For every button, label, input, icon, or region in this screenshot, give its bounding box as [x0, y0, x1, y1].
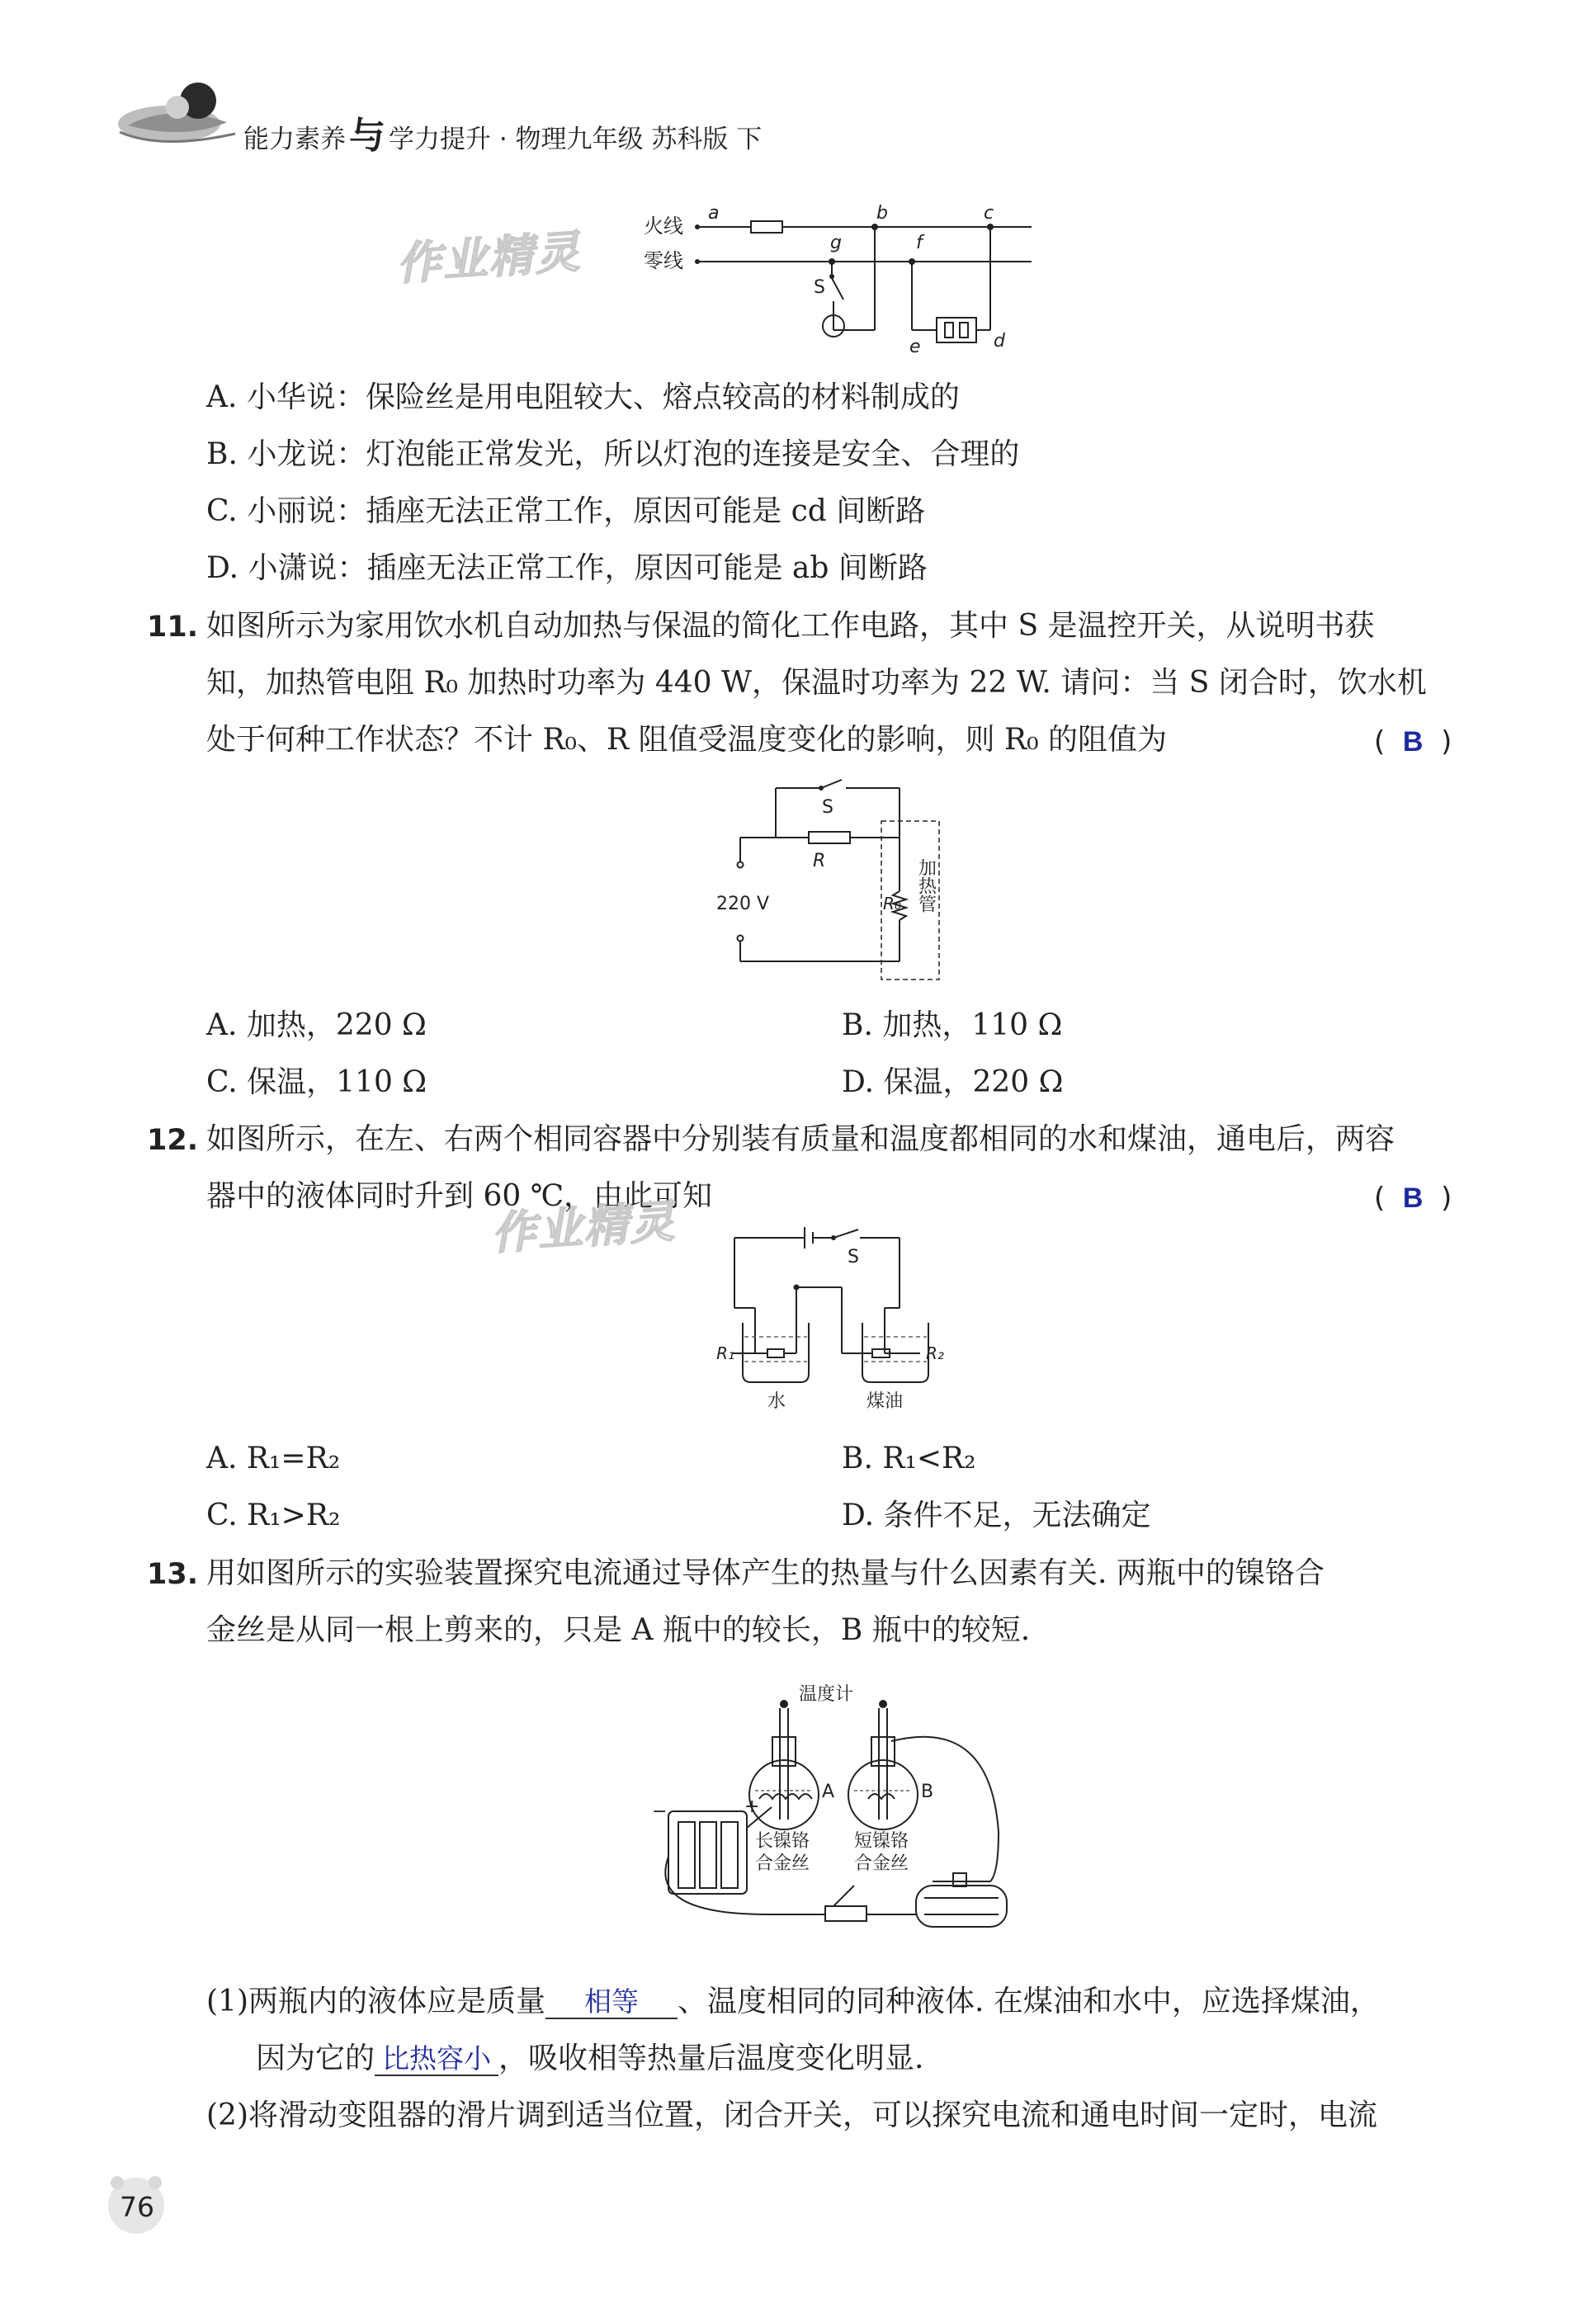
q13-blank-1 [545, 1986, 678, 2019]
q11-option-c: C. 保温，110 Ω [206, 1065, 427, 1099]
q13-blank-2-answer: 比热容小 [382, 2042, 492, 2075]
figure-household-circuit [627, 194, 1040, 359]
figure-two-containers [710, 1225, 974, 1419]
q13-sub1-line2 [256, 2042, 923, 2076]
q12-option-a: A. R₁=R₂ [206, 1442, 341, 1475]
figure-heat-experiment [644, 1667, 1040, 1947]
long-wire-label-1: 长镍铬 [755, 1831, 810, 1852]
point-a-label: a [708, 203, 720, 224]
q11-heater-label: 加热管 [915, 858, 937, 913]
q13-sub1-line1 [206, 1985, 1380, 2019]
battery-plus-label: + [744, 1796, 760, 1817]
point-c-label: c [984, 203, 994, 224]
switch-s-label: S [814, 277, 825, 298]
q13-line2: 金丝是从同一根上剪来的，只是 A 瓶中的较长，B 瓶中的较短. [206, 1613, 1031, 1647]
q12-kerosene-label: 煤油 [866, 1391, 904, 1412]
neutral-wire-label: 零线 [644, 249, 683, 272]
q11-option-d: D. 保温，220 Ω [842, 1065, 1064, 1099]
q12-r2-label: R₂ [926, 1343, 944, 1363]
q11-r0-label: R₀ [883, 894, 901, 913]
point-g-label: g [830, 233, 842, 253]
q12-answer-paren: ( B ) [1374, 1182, 1452, 1215]
book-logo-icon [111, 74, 252, 153]
q11-line1: 如图所示为家用饮水机自动加热与保温的简化工作电路，其中 S 是温控开关，从说明书获 [206, 609, 1375, 643]
q10-option-b: B. 小龙说：灯泡能正常发光，所以灯泡的连接是安全、合理的 [206, 437, 1020, 471]
q12-line2: 器中的液体同时升到 60 ℃，由此可知 [206, 1179, 712, 1213]
q13-blank-1-answer: 相等 [584, 1985, 639, 2018]
q12-number: 12. [147, 1124, 199, 1157]
short-wire-label-1: 短镍铬 [854, 1831, 909, 1852]
q11-r-label: R [813, 851, 826, 871]
q11-number: 11. [147, 611, 199, 644]
q10-option-c: C. 小丽说：插座无法正常工作，原因可能是 cd 间断路 [206, 494, 926, 528]
header-title-mid: 与 [349, 115, 385, 157]
figure-water-dispenser-circuit [710, 776, 974, 990]
q11-option-b: B. 加热，110 Ω [842, 1008, 1063, 1042]
point-b-label: b [876, 203, 888, 224]
q13-blank-2 [375, 2043, 498, 2076]
q13-sub2-line: (2)将滑动变阻器的滑片调到适当位置，闭合开关，可以探究电流和通电时间一定时，电流 [206, 2098, 1377, 2132]
q10-option-d: D. 小潇说：插座无法正常工作，原因可能是 ab 间断路 [206, 551, 928, 585]
q11-voltage-label: 220 V [716, 894, 770, 914]
q12-answer: B [1402, 1182, 1424, 1214]
q12-line1: 如图所示，在左、右两个相同容器中分别装有质量和温度都相同的水和煤油，通电后，两容 [206, 1122, 1395, 1156]
bottle-b-label: B [921, 1782, 934, 1802]
watermark-1: 作业精灵 [394, 225, 583, 290]
q12-water-label: 水 [767, 1391, 786, 1412]
q11-line2: 知，加热管电阻 R₀ 加热时功率为 440 W，保温时功率为 22 W. 请问：当 S 闭合时，饮水机 [206, 666, 1427, 700]
q12-r1-label: R₁ [716, 1343, 734, 1363]
header-title-right: 学力提升 · 物理九年级 苏科版 下 [389, 125, 763, 154]
page-number: 76 [120, 2191, 154, 2223]
header-title [243, 106, 762, 158]
q13-sub1-text-c: 因为它的 [256, 2042, 375, 2075]
watermark-2: 作业精灵 [489, 1195, 678, 1260]
q12-option-b: B. R₁<R₂ [842, 1442, 976, 1475]
q13-sub1-text-a: (1)两瓶内的液体应是质量 [206, 1985, 545, 2018]
q13-number: 13. [147, 1558, 199, 1591]
q11-option-a: A. 加热，220 Ω [206, 1008, 427, 1042]
point-e-label: e [909, 337, 921, 357]
long-wire-label-2: 合金丝 [755, 1853, 810, 1874]
q11-answer-paren: ( B ) [1374, 725, 1452, 758]
q13-sub1-text-d: ，吸收相等热量后温度变化明显. [498, 2042, 924, 2075]
q12-switch-label: S [848, 1247, 859, 1267]
bottle-a-label: A [822, 1782, 835, 1802]
q12-option-d: D. 条件不足，无法确定 [842, 1499, 1151, 1532]
battery-minus-label: − [652, 1801, 668, 1822]
header-title-left: 能力素养 [243, 125, 346, 154]
q13-sub1-text-b: 、温度相同的同种液体. 在煤油和水中，应选择煤油， [678, 1985, 1380, 2018]
q11-answer: B [1402, 726, 1424, 758]
q12-option-c: C. R₁>R₂ [206, 1499, 341, 1532]
live-wire-label: 火线 [644, 215, 683, 238]
q10-option-a: A. 小华说：保险丝是用电阻较大、熔点较高的材料制成的 [206, 380, 960, 414]
q13-line1: 用如图所示的实验装置探究电流通过导体产生的热量与什么因素有关. 两瓶中的镍铬合 [206, 1556, 1324, 1590]
header-logo [111, 74, 252, 153]
short-wire-label-2: 合金丝 [854, 1853, 909, 1874]
point-f-label: f [916, 233, 923, 253]
q11-switch-label: S [822, 797, 833, 818]
thermometer-label: 温度计 [799, 1684, 854, 1705]
point-d-label: d [994, 331, 1005, 352]
q11-line3: 处于何种工作状态？不计 R₀、R 阻值受温度变化的影响，则 R₀ 的阻值为 [206, 723, 1167, 757]
